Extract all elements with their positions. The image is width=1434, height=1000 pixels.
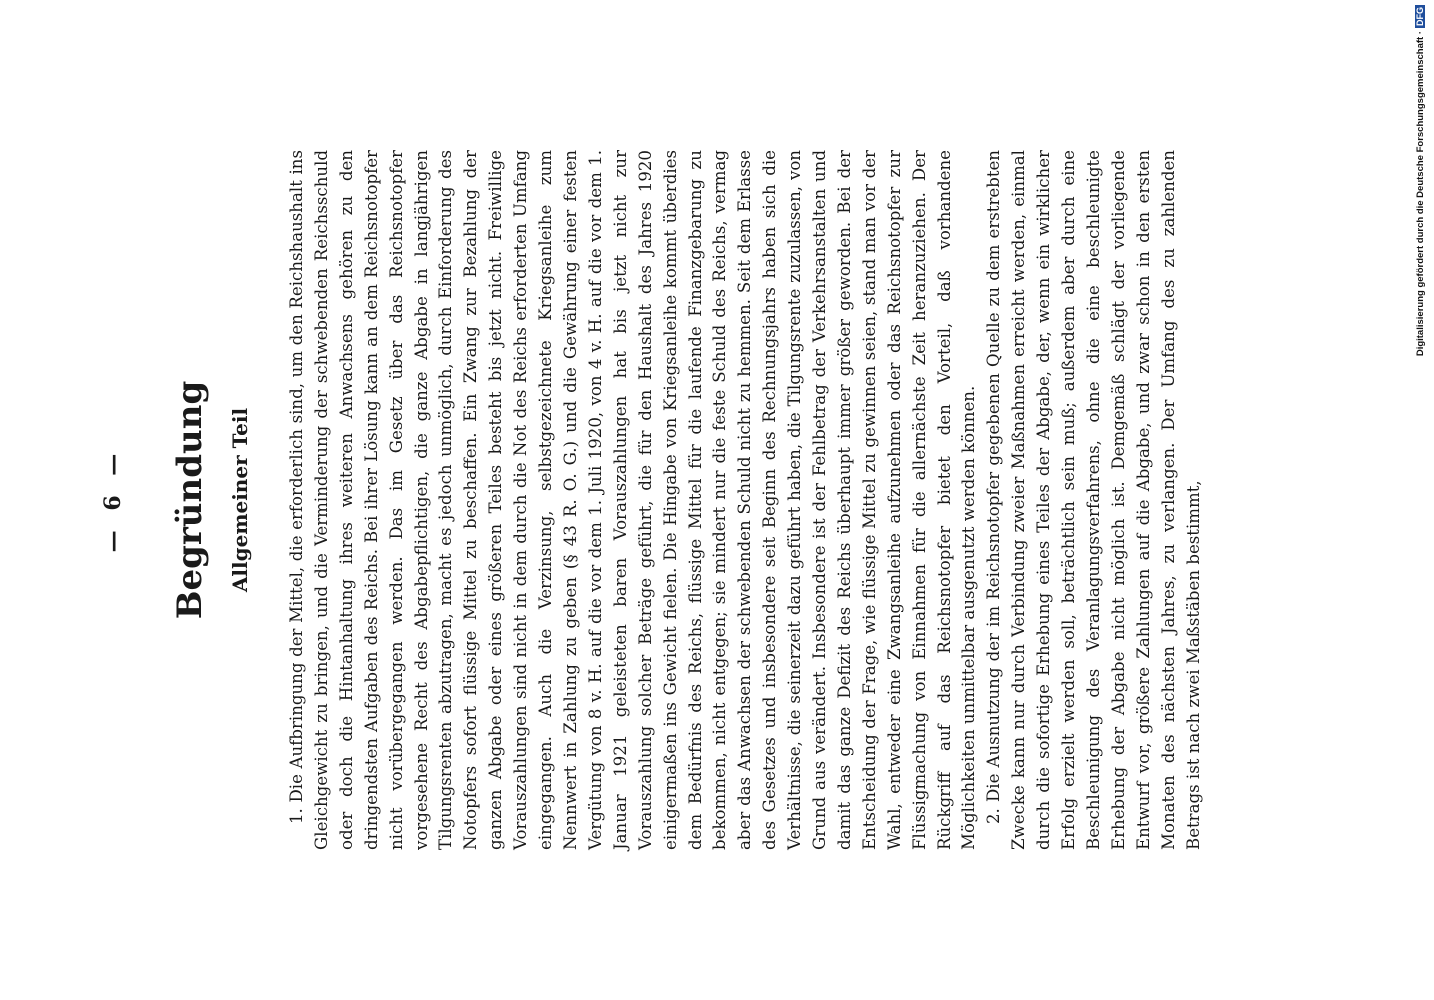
page-number: — 6 — [100,447,126,553]
page-title: Begründung [170,380,210,620]
rotated-page [100,150,1310,850]
body-text [285,150,1207,850]
dfg-logo: DFG [1415,7,1425,26]
credit-text: Digitalisierung gefördert durch die Deutsche Forschungsgemeinschaft · [1415,31,1426,357]
section-subtitle: Allgemeiner Teil [228,407,252,593]
digitization-credit [1415,5,1431,995]
paragraph-1: 1. Die Aufbringung der Mittel, die erforderlich sind, um den Reichshaushalt ins Gleichgewicht zu bringen, und die Verminderung der schwebenden Reichsschuld oder doch die Hintanhaltung ihres weiteren Anwachsens gehören zu den dringendsten Aufgaben des Reichs. Bei ihrer Lösung kann an dem Reichsnotopfer nicht vorübergegangen werden. Das im Gesetz über das Reichsnotopfer vorgesehene Recht des Abgabepflichtigen, die ganze Abgabe in langjährigen Tilgungsrenten abzutragen, macht es jedoch unmöglich, durch Einforderung des Notopfers sofort flüssige Mittel zu beschaffen. Ein Zwang zur Bezahlung der ganzen Abgabe oder eines größeren Teiles besteht bis jetzt nicht. Freiwillige Vorauszahlungen sind nicht in dem durch die Not des Reichs erforderten Umfang eingegangen. Auch die Verzinsung, selbstgezeichnete Kriegsanleihe zum Nennwert in Zahlung zu geben (§ 43 R. O. G.) und die Gewährung einer festen Vergütung von 8 v. H. auf die vor dem 1. Juli 1920, von 4 v. H. auf die vor dem 1. Januar 1921 geleisteten baren Vorauszahlungen hat bis jetzt nicht zur Vorauszahlung solcher Beträge geführt, die für den Haushalt des Jahres 1920 einigermaßen ins Gewicht fielen. Die Hingabe von Kriegsanleihe kommt überdies dem Bedürfnis des Reichs, flüssige Mittel für die laufende Finanzgebarung zu bekommen, nicht entgegen; sie mindert nur die feste Schuld des Reichs, vermag aber das Anwachsen der schwebenden Schuld nicht zu hemmen. Seit dem Erlasse des Gesetzes und insbesondere seit Beginn des Rechnungsjahrs haben sich die Verhältnisse, die seinerzeit dazu geführt haben, die Tilgungsrente zuzulassen, von Grund aus verändert. Insbesondere ist der Fehlbetrag der Verkehrsanstalten und damit das ganze Defizit des Reichs überhaupt immer größer geworden. Bei der Entscheidung der Frage, wie flüssige Mittel zu gewinnen seien, stand man vor der Wahl, entweder eine Zwangsanleihe aufzunehmen oder das Reichsnotopfer zur Flüssigmachung von Einnahmen für die allernächste Zeit heranzuziehen. Der Rückgriff auf das Reichsnotopfer bietet den Vorteil, daß vorhandene Möglichkeiten unmittelbar ausgenutzt werden können. [287,150,979,850]
paragraph-2: 2. Die Ausnutzung der im Reichsnotopfer gegebenen Quelle zu dem erstrebten Zwecke kann nur durch Verbindung zweier Maßnahmen erreicht werden, einmal durch die sofortige Erhebung eines Teiles der Abgabe, der, wenn ein wirklicher Erfolg erzielt werden soll, beträchtlich sein muß; außerdem aber durch eine Beschleunigung des Veranlagungsverfahrens, ohne die eine beschleunigte Erhebung der Abgabe nicht möglich ist. Demgemäß schlägt der vorliegende Entwurf vor, größere Zahlungen auf die Abgabe, und zwar schon in den ersten Monaten des nächsten Jahres, zu verlangen. Der Umfang des zu zahlenden Betrags ist nach zwei Maßstäben bestimmt, [984,150,1203,850]
